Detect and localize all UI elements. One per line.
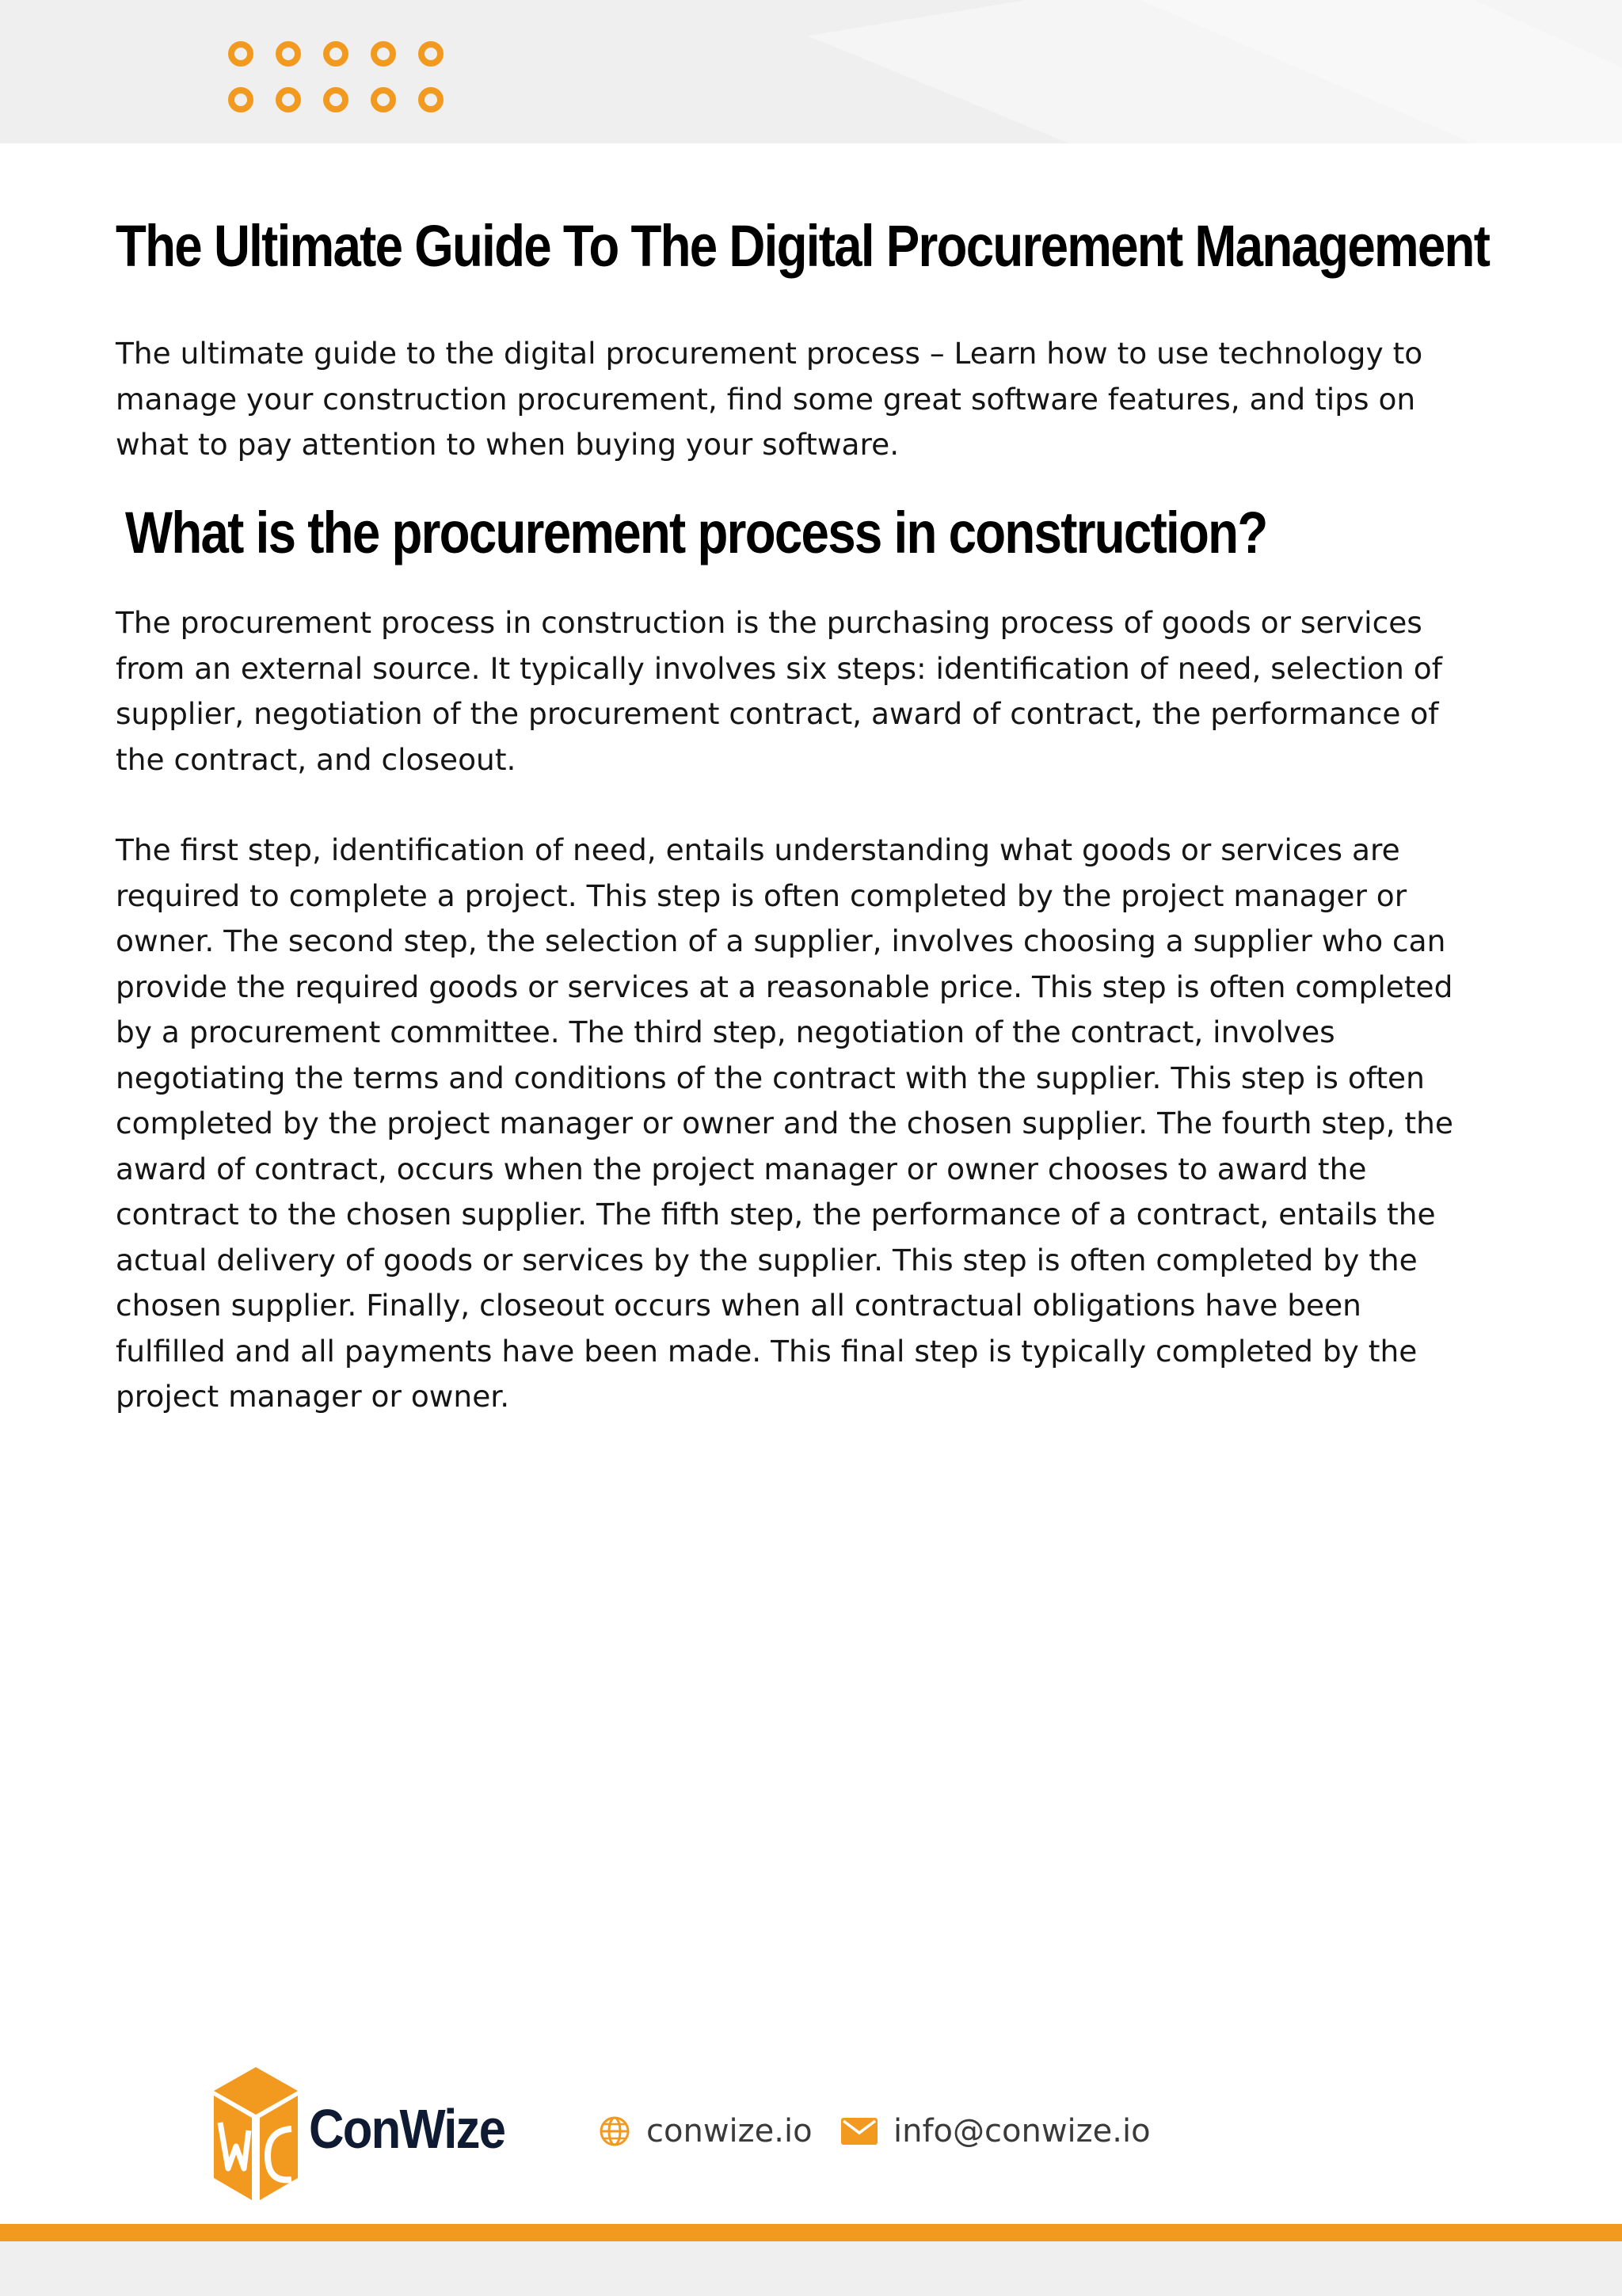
- document-title: The Ultimate Guide To The Digital Procurement Management: [116, 213, 1490, 279]
- intro-paragraph: The ultimate guide to the digital procurement process – Learn how to use technology to manage your construction procurement, find some great software features, and tips on what to pay attention to when buying your software.: [116, 336, 1423, 462]
- dot: [228, 41, 253, 67]
- email-contact[interactable]: [841, 2113, 1151, 2149]
- website-link[interactable]: conwize.io: [646, 2113, 813, 2149]
- footer-band: [0, 2241, 1622, 2296]
- body-paragraph-1: The procurement process in construction is the purchasing process of goods or services from an external source. It typically involves six steps: identification of need, selection of supplier, negotiation of the procurement contract, award of contract, the performance of the contract, and closeout.: [116, 605, 1442, 777]
- dot: [371, 87, 396, 112]
- globe-icon: [599, 2115, 630, 2147]
- envelope-icon: [841, 2118, 878, 2145]
- website-contact[interactable]: [599, 2113, 813, 2149]
- body-paragraph-2: The first step, identification of need, entails understanding what goods or services are required to complete a project. This step is often completed by the project manager or owner. The second step, the selection of a supplier, involves choosing a supplier who can provide the required goods or services at a reasonable price. This step is often completed by a procurement committee. The third step, negotiation of the contract, involves negotiating the terms and conditions of the contract with the supplier. This step is often completed by the project manager or owner and the chosen supplier. The fourth step, the award of contract, occurs when the project manager or owner chooses to award the contract to the chosen supplier. The fifth step, the performance of a contract, entails the actual delivery of goods or services by the supplier. This step is often completed by the chosen supplier. Finally, closeout occurs when all contractual obligations have been fulfilled and all payments have been made. This final step is typically completed by the project manager or owner.: [116, 832, 1453, 1414]
- footer-accent-bar: [0, 2224, 1622, 2241]
- email-link[interactable]: info@conwize.io: [893, 2113, 1151, 2149]
- dot: [276, 41, 301, 67]
- dot-grid-decoration: [228, 41, 444, 112]
- dot: [418, 41, 444, 67]
- section-heading: What is the procurement process in construction?: [125, 500, 1267, 565]
- dot: [323, 87, 348, 112]
- dot: [323, 41, 348, 67]
- dot: [418, 87, 444, 112]
- header-band: [0, 0, 1622, 143]
- dot: [228, 87, 253, 112]
- brand-name: ConWize: [309, 2098, 505, 2160]
- dot: [371, 41, 396, 67]
- dot: [276, 87, 301, 112]
- conwize-logo-icon: [212, 2067, 299, 2202]
